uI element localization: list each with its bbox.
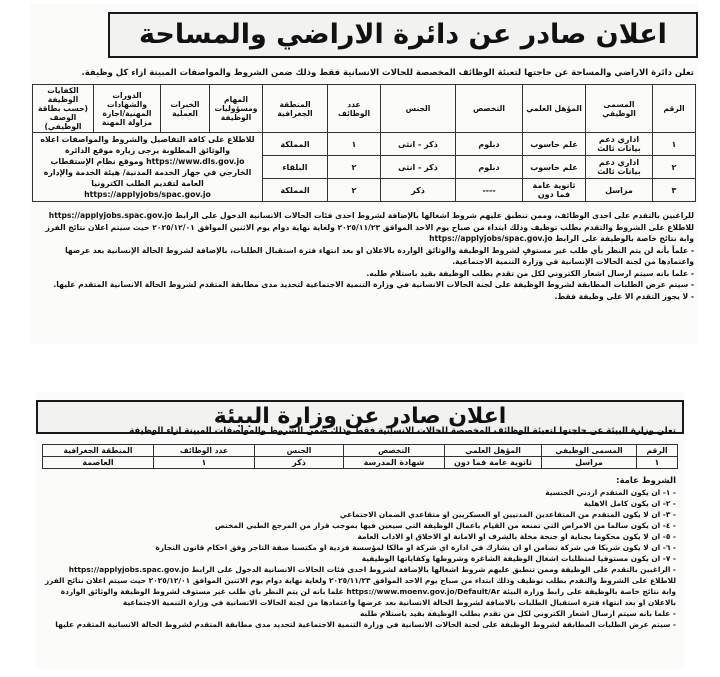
details-note: للاطلاع على كافة التفاصيل والشروط والمواصفات اعلاه والوثائق المطلوبة يرجى زيارة موقع الدائرة https://www.dls.gov.jo وموقع نظام الإستقطاب الخارجي في جهاز الخدمة المدنية/ هيئة الخدمة والإدارة العامة لتقديم الطلب الكترونيا https://applyjobs/spac.gov.jo xyxy=(33,133,263,202)
cell: دبلوم xyxy=(456,133,523,156)
header-cell: الدورات والشهادات المهنية/اجازة مزاولة المهنة xyxy=(94,85,161,133)
cell: ذكر xyxy=(255,457,344,469)
condition-line: - ٥- ان لا يكون محكوما بجناية او جنحة مخلة بالشرف او الامانة او الاخلاق او الاداب العامة xyxy=(357,532,676,541)
note-line: - علما بانه سيتم ارسال اشعار الكتروني لكل من تقدم بطلب الوظيفة بقيد باستلام طلبه. xyxy=(366,268,694,278)
header-cell: الكفايات الوظيفة (حسب بطاقة الوصف الوظيفي) xyxy=(33,85,94,133)
note-line: للاطلاع على الشروط والتقدم بطلب توظيف وذلك ابتداء من صباح يوم الاحد الموافق ٢٠٢٥/١١/٢٣ ولغاية نهاية دوام يوم الاثنين الموافق ٢٠٢٥/١٢/٠١ حيث سيتم اعلان نتائج الفرز وابة نتائج خاصة بالوظيفة على الرابط https://applyjobs/spac.gov.jo xyxy=(45,222,694,243)
land-survey-announcement xyxy=(30,4,698,344)
cell: شهادة المدرسة xyxy=(344,457,445,469)
header-cell: المؤهل العلمي xyxy=(445,445,542,457)
cell: ٢ xyxy=(328,156,381,179)
condition-line: - ٧- ان يكون مستوفيا لمتطلبات اشغال الوظيفة الشاغرة وشروطها وكفاياتها الوظيفية xyxy=(361,554,676,563)
announcement-title: اعلان صادر عن دائرة الاراضي والمساحة xyxy=(108,12,698,58)
cell: ذكر - انثى xyxy=(381,156,456,179)
announcement-title: اعلان صادر عن وزارة البيئة xyxy=(36,400,684,434)
table-row xyxy=(43,457,678,469)
header-cell: المسمى الوظيفي xyxy=(542,445,637,457)
table-header-row xyxy=(43,445,678,457)
conditions-and-notes xyxy=(42,476,676,630)
header-cell: المهام ومسؤوليات الوظيفة xyxy=(210,85,263,133)
note-line: - علما بانه سيتم ارسال اشعار الكتروني لكل من تقدم بطلب الوظيفة بقيد باستلام طلبه xyxy=(359,609,676,618)
announcement-intro: تعلن دائرة الاراضي والمساحة عن حاجتها لتعبئة الوظائف المخصصة للحالات الانسانية فقط وذلك ضمن الشروط والمواصفات المبينة ازاء كل وظيفة. xyxy=(81,68,694,78)
note-line: - سيتم عرض الطلبات المطابقة لشروط الوظيفة على لجنة الحالات الانسانية في وزارة التنمية الاجتماعية لتحديد مدى مطابقة المتقدم لشروط الحالة الانسانية المتقدم عليها. xyxy=(53,280,694,289)
cell: ذكر - انثى xyxy=(381,133,456,156)
cell: دبلوم xyxy=(456,156,523,179)
cell: ثانوية عامة فما دون xyxy=(523,179,586,202)
cell: البلقاء xyxy=(263,156,328,179)
header-cell: المؤهل العلمي xyxy=(523,85,586,133)
header-cell: الجنس xyxy=(255,445,344,457)
header-cell: الرقم xyxy=(653,85,696,133)
jobs-table xyxy=(42,444,678,469)
cell: علم حاسوب xyxy=(523,156,586,179)
cell: مراسل xyxy=(542,457,637,469)
cell: المملكة xyxy=(263,133,328,156)
cell: علم حاسوب xyxy=(523,133,586,156)
header-cell: الجنس xyxy=(381,85,456,133)
cell: ثانوية عامة فما دون xyxy=(445,457,542,469)
condition-line: - ١- ان يكون المتقدم اردني الجنسية xyxy=(545,488,676,497)
announcement-notes xyxy=(32,210,694,302)
announcement-intro: تعلن وزارة البيئة عن حاجتها لتعبئة الوظائف المخصصة للحالات الانسانية فقط وذلك ضمن الشروط والمواصفات المبينة ازاء الوظيفة xyxy=(129,426,676,436)
note-line: - لا يجوز التقدم الا على وظيفة فقط. xyxy=(554,291,694,301)
cell: ---- xyxy=(456,179,523,202)
cell: اداري دعم بيانات ثالث xyxy=(586,156,653,179)
header-cell: التخصص xyxy=(456,85,523,133)
cell: العاصمة xyxy=(43,457,154,469)
table-header-row xyxy=(33,85,696,133)
note-line: للراغبين بالتقدم على احدى الوظائف، وممن تنطبق عليهم شروط اشغالها بالإضافة لشروط احدى فئات الحالات الانسانية الدخول على الرابط https://applyjobs.spac.gov.jo xyxy=(48,211,694,220)
condition-line: - ٤- ان يكون سالما من الامراض التي تمنعه من القيام باعمال الوظيفة التي سيعين فيها بموجب قرار من المرجع الطبي المختص xyxy=(214,521,676,530)
condition-line: - ٢- ان يكون كامل الاهلية xyxy=(583,499,676,508)
cell: ٢ xyxy=(653,156,696,179)
cell: ١ xyxy=(653,133,696,156)
cell: اداري دعم بيانات ثالث xyxy=(586,133,653,156)
note-line: - علماً بأنه لن يتم النظر بأي طلب غير مستوفٍ لشروط الوظيفة والوثائق الواردة بالاعلان او بعد انتهاء فترة استقبال الطلبات، بالإضافة لشروط الحالة الإنسانية بعد عرضها واعتمادها من لجنة الحالات الإنسانية في وزارة التنمية الاجتماعية. xyxy=(65,245,694,266)
jobs-table xyxy=(32,84,696,202)
note-line: - سيتم عرض الطلبات المطابقة لشروط الوظيفة على لجنة الحالات الانسانية في وزارة التنمية الاجتماعية لتحديد مدى مطابقة المتقدم لشروط الحالة الانسانية المتقدم عليها xyxy=(55,620,676,629)
cell: ٢ xyxy=(328,179,381,202)
condition-line: - ٦- ان لا يكون شريكا في شركة تضامن او ان يشارك في ادارة اي شركة او مالكا لمؤسسة فردية او مكتسبا صفة التاجر وفق احكام قانون التجارة xyxy=(155,543,676,552)
conditions-title: الشروط عامة: xyxy=(616,476,676,486)
header-cell: المنطقة الجغرافية xyxy=(43,445,154,457)
header-cell: عدد الوظائف xyxy=(328,85,381,133)
cell: ذكر xyxy=(381,179,456,202)
header-cell: الرقم xyxy=(637,445,678,457)
cell: ١ xyxy=(328,133,381,156)
cell: المملكة xyxy=(263,179,328,202)
cell: ٣ xyxy=(653,179,696,202)
header-cell: عدد الوظائف xyxy=(154,445,255,457)
header-cell: الخبرات العملية xyxy=(161,85,210,133)
note-line: - الراغبين بالتقدم على الوظيفة وممن تنطبق عليهم شروط اشغالها بالإضافة لشروط احدى فئات الحالات الانسانية الدخول على الرابط https://applyjobs.spac.gov.jo للاطلاع على الشروط والتقدم بطلب توظيف وذلك ابتداء من صباح يوم الاحد الموافق ٢٠٢٥/١١/٢٣ ولغاية نهاية دوام يوم الاثنين الموافق ٢٠٢٥/١٢/٠١ حيث سيتم اعلان نتائج الفرز وابة نتائج خاصة بالوظيفة على رابط وزارة البيئة https://www.moenv.gov.jo/Default/Ar علما بانه لن يتم النظر باي طلب غير مستوف لشروط الوظيفة والوثائق الواردة بالاعلان او بعد انتهاء فترة استقبال الطلبات بالاضافة لشروط الحالة الانسانية بعد عرضها واعتمادها من لجنة الحالات الانسانية في وزارة التنمية الاجتماعية xyxy=(44,565,676,607)
table-row xyxy=(33,133,696,156)
condition-line: - ٣- ان لا يكون المتقدم من المتقاعدين المدنيين او العسكريين او متقاعدي الضمان الاجتماعي xyxy=(339,510,676,519)
header-cell: المسمى الوظيفي xyxy=(586,85,653,133)
cell: ١ xyxy=(637,457,678,469)
header-cell: التخصص xyxy=(344,445,445,457)
cell: مراسل xyxy=(586,179,653,202)
header-cell: المنطقة الجغرافية xyxy=(263,85,328,133)
cell: ١ xyxy=(154,457,255,469)
